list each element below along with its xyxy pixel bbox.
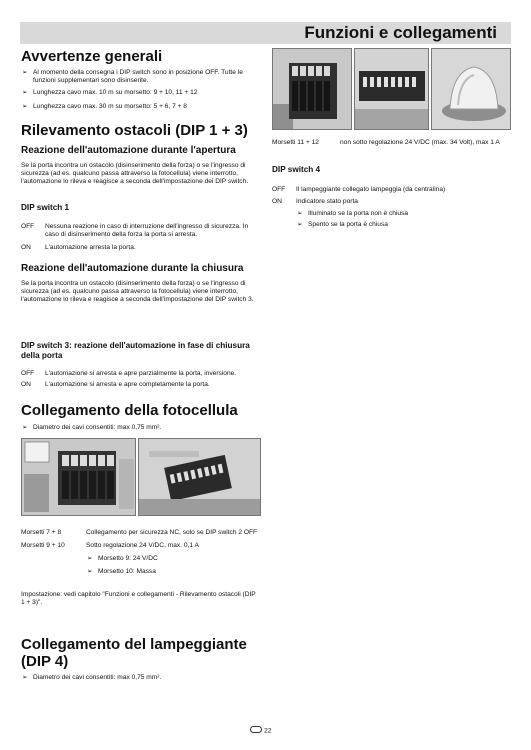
photocell-cable-note: ➢ Diametro dei cavi consentiti: max 0,75 mm².	[22, 424, 162, 431]
terminal-sub-list	[21, 555, 261, 576]
flashing-dip-photo	[354, 48, 429, 130]
table-row: OFF Il lampeggiante collegato lampeggia (da centralina)	[272, 186, 446, 193]
heading-opening-reaction: Reazione dell'automazione durante l'apertura	[21, 145, 236, 156]
flashing-lamp-photo	[431, 48, 511, 130]
list-item: ➢ Morsetto 10: Massa	[87, 568, 156, 575]
flashing-dip-illustration	[355, 49, 429, 130]
dip-switch-illustration	[139, 439, 261, 516]
heading-closing-reaction: Reazione dell'automazione durante la chiusura	[21, 263, 244, 274]
opening-reaction-text: Se la porta incontra un ostacolo (disinserimento della forza) o se l'ingresso di sicurezza (ad es. qualcuno passa attraverso la fotocellula) viene interrotto, l'automazione lo rileva e reagisce a seconda dell'impostazione dei DIP switch.	[21, 162, 249, 185]
table-row: Morsetti 9 + 10 Sotto regolazione 24 V/DC, max. 0,1 A	[21, 542, 199, 549]
dip-switch-4-sub-list	[272, 210, 511, 229]
heading-general-warnings: Avvertenze generali	[21, 48, 163, 65]
page-number: 22	[264, 727, 272, 735]
heading-photocell-connection: Collegamento della fotocellula	[21, 402, 238, 419]
table-row: OFF Nessuna reazione in caso di interruzione dell'ingresso di sicurezza. In caso di disinserimento della forza la porta si arresta.	[21, 223, 249, 238]
table-row: ON L'automazione arresta la porta.	[21, 244, 136, 251]
terminal-block-illustration	[22, 439, 136, 516]
arrow-bullet-icon: ➢	[22, 103, 28, 110]
heading-dip-switch-3: DIP switch 3: reazione dell'automazione in fase di chiusura della porta	[21, 341, 250, 360]
title-banner	[20, 22, 511, 44]
list-item: ➢ Lunghezza cavo max. 30 m su morsetto: 5 + 6, 7 + 8	[22, 103, 187, 110]
page-footer	[250, 727, 272, 734]
closing-reaction-text: Se la porta incontra un ostacolo (disinserimento della forza) o se l'ingresso di sicurezza (ad es. qualcuno passa attraverso la fotocellula) viene interrotto, l'automazione lo rileva e reagisce a seconda dell'impostazione del DIP switch 3.	[21, 280, 254, 303]
arrow-bullet-icon: ➢	[22, 674, 28, 681]
arrow-bullet-icon: ➢	[22, 89, 28, 96]
dip-switch-photo	[138, 438, 261, 516]
arrow-bullet-icon: ➢	[87, 568, 93, 575]
arrow-bullet-icon: ➢	[297, 221, 303, 228]
list-item: ➢ Al momento della consegna i DIP switch sono in posizione OFF. Tutte le funzioni supplementari sono disinserite.	[22, 69, 243, 84]
arrow-bullet-icon: ➢	[22, 424, 28, 431]
photocell-settings-note: Impostazione: vedi capitolo "Funzioni e collegamenti - Rilevamento ostacoli (DIP 1 + 3)".	[21, 591, 256, 606]
flashing-terminal-illustration	[273, 49, 352, 130]
terminals-table	[21, 529, 261, 576]
list-item: ➢ Lunghezza cavo max. 10 m su morsetto: 9 + 10, 11 + 12	[22, 89, 198, 96]
arrow-bullet-icon: ➢	[87, 555, 93, 562]
terminal-block-photo	[21, 438, 136, 516]
arrow-bullet-icon: ➢	[297, 210, 303, 217]
heading-dip-switch-4: DIP switch 4	[272, 165, 321, 174]
list-item: ➢ Morsetto 9: 24 V/DC	[87, 555, 158, 562]
heading-obstacle-detection: Rilevamento ostacoli (DIP 1 + 3)	[21, 122, 248, 139]
list-item: ➢ Spento se la porta è chiusa	[297, 221, 388, 228]
table-row: OFF L'automazione si arresta e apre parzialmente la porta, inversione.	[21, 370, 237, 377]
table-row: ON L'automazione si arresta e apre completamente la porta.	[21, 381, 210, 388]
flashing-terminal-photo	[272, 48, 352, 130]
table-row: Morsetti 7 + 8 Collegamento per sicurezza NC, solo se DIP switch 2 OFF	[21, 529, 258, 536]
flashing-terminal-row: Morsetti 11 + 12 non sotto regolazione 24 V/DC (max. 34 Volt), max 1 A	[272, 139, 500, 146]
general-warnings-list	[21, 69, 261, 111]
dip-switch-1-table	[21, 223, 261, 252]
dip-switch-3-table	[21, 370, 261, 389]
page-title: Funzioni e collegamenti	[304, 23, 497, 42]
dip-switch-4-table	[272, 186, 511, 229]
flashing-lamp-illustration	[432, 49, 511, 130]
language-badge-icon	[250, 726, 262, 733]
heading-flashing-light: Collegamento del lampeggiante (DIP 4)	[21, 636, 247, 670]
list-item: ➢ Illuminato se la porta non è chiusa	[297, 210, 409, 217]
flashing-light-cable-note: ➢ Diametro dei cavi consentiti: max 0,75 mm².	[22, 674, 162, 681]
heading-dip-switch-1: DIP switch 1	[21, 203, 70, 212]
arrow-bullet-icon: ➢	[22, 69, 28, 76]
table-row: ON Indicatore stato porta	[272, 198, 358, 205]
